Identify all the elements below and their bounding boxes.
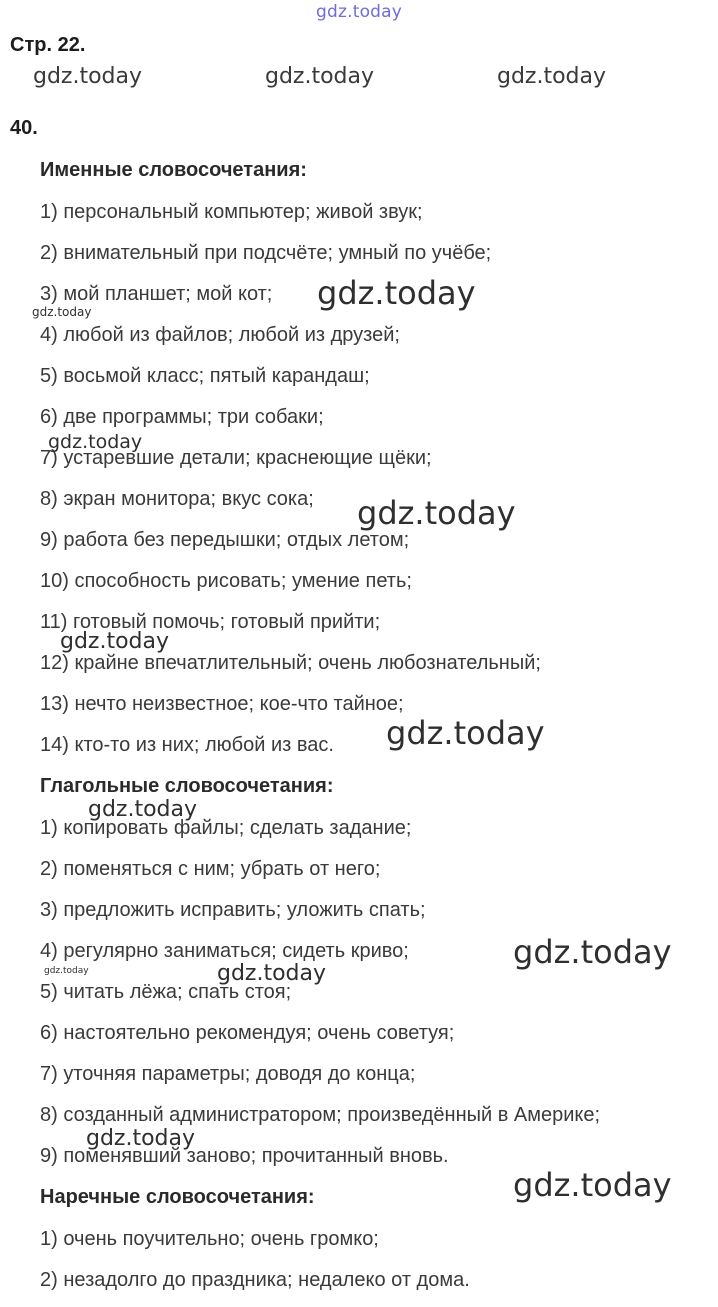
top-watermark: gdz.today [316, 2, 403, 22]
watermark: gdz.today [44, 966, 89, 976]
list-item: 9) работа без передышки; отдых летом; [40, 529, 410, 551]
list-item: 1) персональный компьютер; живой звук; [40, 201, 423, 223]
list-item: 7) устаревшие детали; краснеющие щёки; [40, 447, 432, 469]
watermark: gdz.today [32, 305, 92, 319]
section-heading-verbal: Глагольные словосочетания: [40, 775, 334, 797]
watermark-text: gdz.today [33, 64, 143, 89]
list-item: 3) предложить исправить; уложить спать; [40, 899, 426, 921]
watermark: gdz.today [217, 961, 327, 986]
watermark: gdz.today [88, 797, 198, 822]
list-item: 3) мой планшет; мой кот; [40, 283, 273, 305]
list-item: 4) любой из файлов; любой из друзей; [40, 324, 400, 346]
list-item: 2) внимательный при подсчёте; умный по учёбе; [40, 242, 492, 264]
watermark: gdz.today [513, 933, 672, 971]
watermark: gdz.today [317, 274, 476, 312]
list-item: 5) восьмой класс; пятый карандаш; [40, 365, 370, 387]
list-item: 1) очень поучительно; очень громко; [40, 1228, 379, 1250]
list-item: 7) уточняя параметры; доводя до конца; [40, 1063, 416, 1085]
watermark-row [0, 64, 718, 94]
section-heading-adverbial: Наречные словосочетания: [40, 1186, 315, 1208]
list-item: 11) готовый помочь; готовый прийти; [40, 611, 381, 633]
watermark: gdz.today [48, 431, 143, 453]
list-item: 13) нечто неизвестное; кое-что тайное; [40, 693, 404, 715]
list-item: 1) копировать файлы; сделать задание; [40, 817, 412, 839]
page-number: Стр. 22. [10, 34, 86, 56]
list-item: 8) созданный администратором; произведённый в Америке; [40, 1104, 601, 1126]
section-heading-nominal: Именные словосочетания: [40, 159, 307, 181]
list-item: 6) две программы; три собаки; [40, 406, 324, 428]
task-number: 40. [10, 117, 38, 139]
watermark-text: gdz.today [497, 64, 607, 89]
list-item: 8) экран монитора; вкус сока; [40, 488, 314, 510]
watermark: gdz.today [357, 494, 516, 532]
list-item: 9) поменявший заново; прочитанный вновь. [40, 1145, 449, 1167]
list-item: 14) кто-то из них; любой из вас. [40, 734, 334, 756]
watermark: gdz.today [86, 1126, 196, 1151]
list-item: 4) регулярно заниматься; сидеть криво; [40, 940, 409, 962]
list-item: 10) способность рисовать; умение петь; [40, 570, 412, 592]
list-item: 2) поменяться с ним; убрать от него; [40, 858, 381, 880]
watermark: gdz.today [60, 629, 170, 654]
list-item: 2) незадолго до праздника; недалеко от дома. [40, 1269, 470, 1291]
watermark: gdz.today [513, 1166, 672, 1204]
list-item: 6) настоятельно рекомендуя; очень советуя; [40, 1022, 455, 1044]
list-item: 12) крайне впечатлительный; очень любознательный; [40, 652, 541, 674]
watermark-text: gdz.today [265, 64, 375, 89]
watermark: gdz.today [386, 714, 545, 752]
list-item: 5) читать лёжа; спать стоя; [40, 981, 292, 1003]
